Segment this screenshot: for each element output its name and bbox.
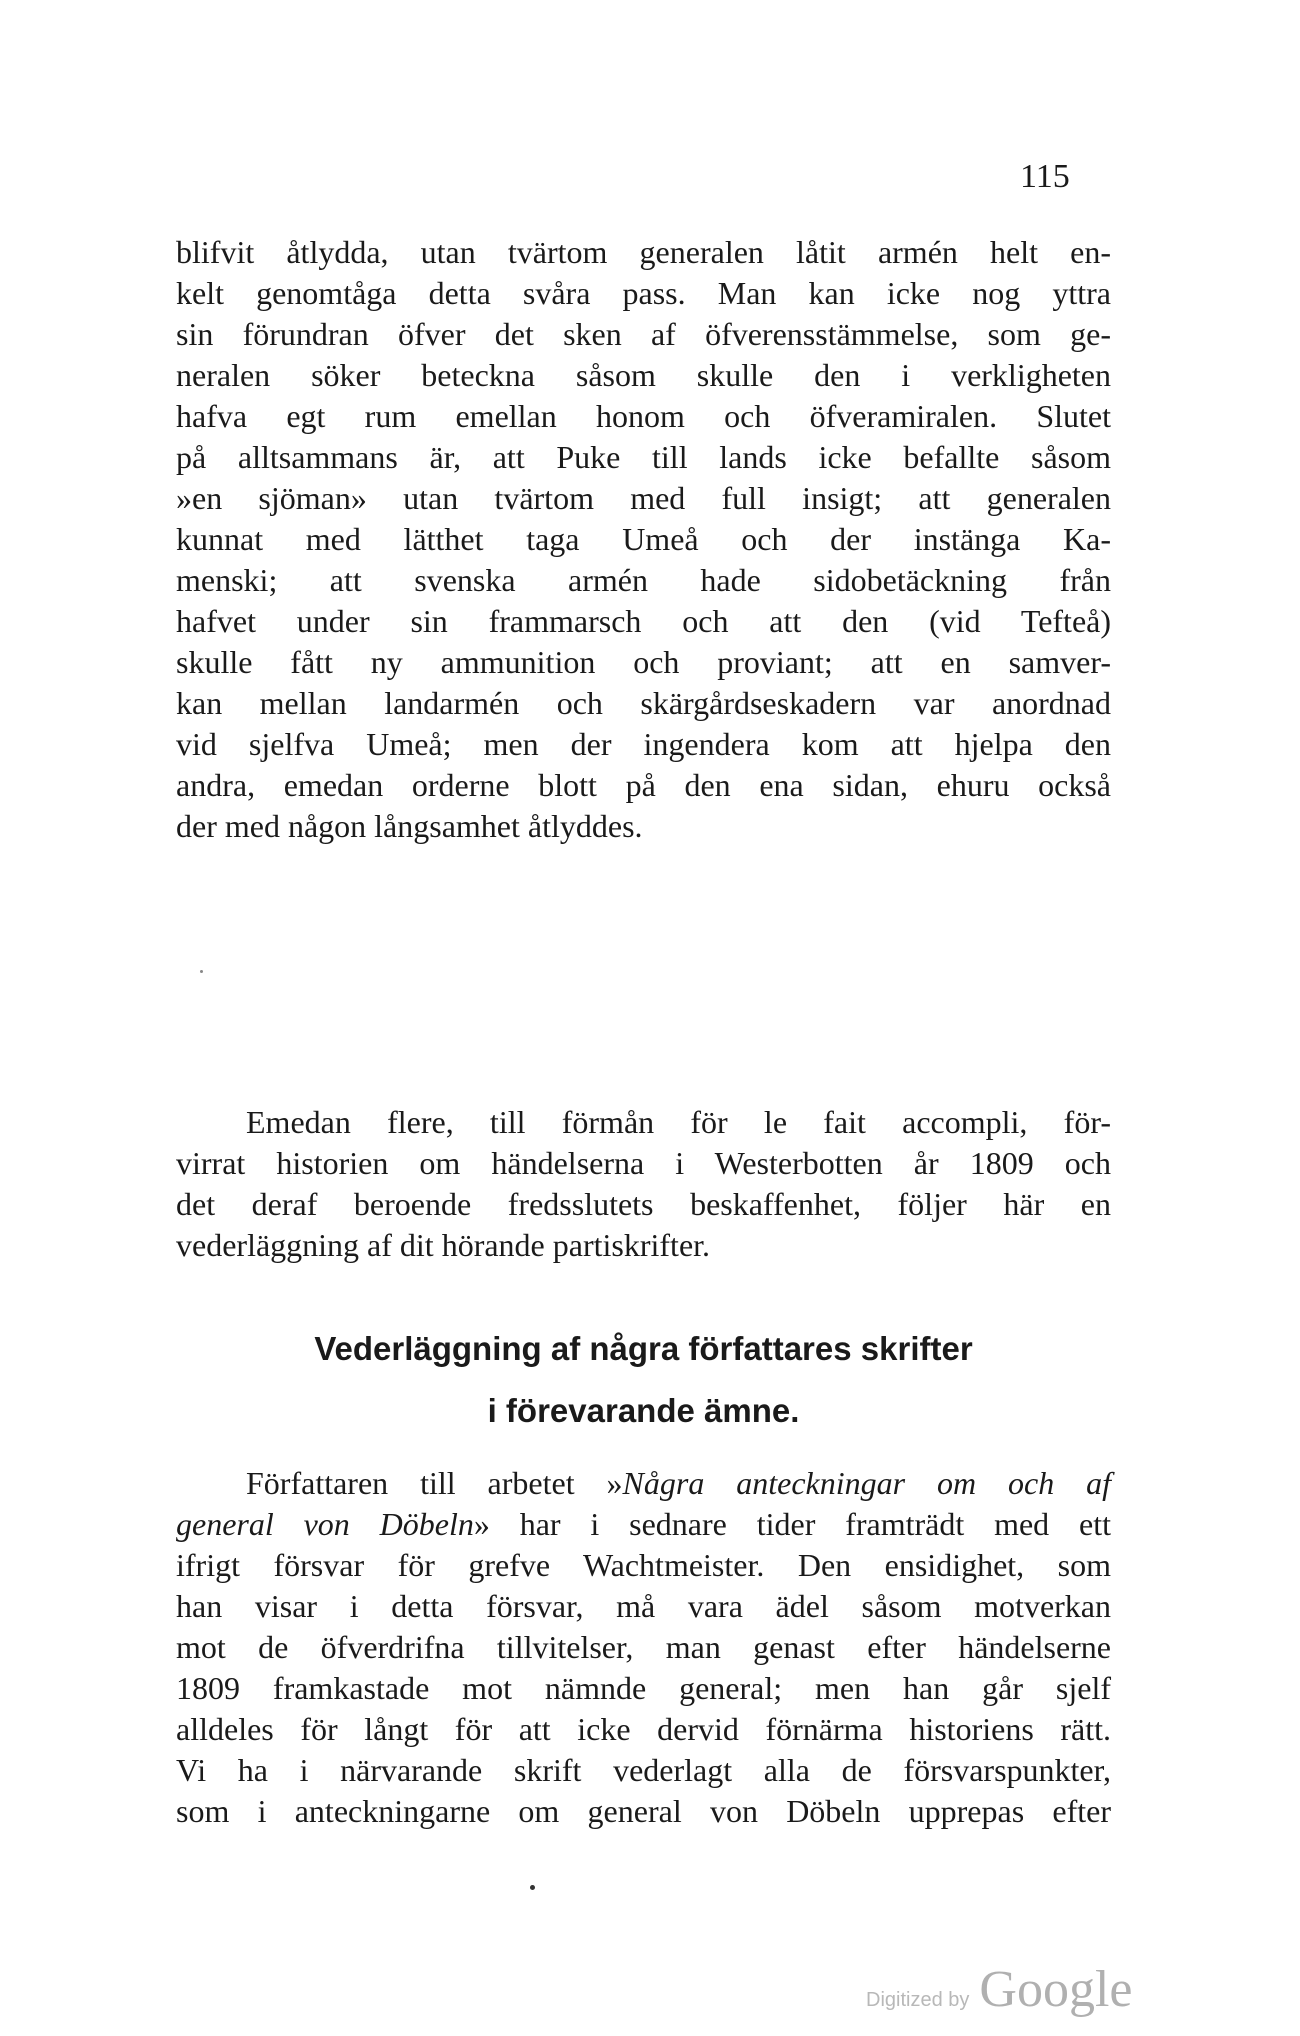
text-line: menski; att svenska armén hade sidobetäckning från — [176, 562, 1111, 598]
ink-speck — [200, 970, 203, 973]
watermark-small-text: Digitized by — [866, 1989, 970, 2011]
text-line: sin förundran öfver det sken af öfverensstämmelse, som ge- — [176, 316, 1111, 352]
text-line: Emedan flere, till förmån för le fait accompli, för- — [246, 1104, 1111, 1140]
text-line: neralen söker beteckna såsom skulle den i verkligheten — [176, 357, 1111, 393]
text-line: 1809 framkastade mot nämnde general; men han går sjelf — [176, 1670, 1111, 1706]
text-line: han visar i detta försvar, må vara ädel såsom motverkan — [176, 1588, 1111, 1624]
text-line: kelt genomtåga detta svåra pass. Man kan icke nog yttra — [176, 275, 1111, 311]
text-line — [176, 1504, 1111, 1545]
text-line: kan mellan landarmén och skärgårdseskadern var anordnad — [176, 685, 1111, 721]
text-line: ifrigt försvar för grefve Wachtmeister. Den ensidighet, som — [176, 1547, 1111, 1583]
heading-line: i förevarande ämne. — [487, 1392, 800, 1429]
text-segment: » har i sednare tider framträdt med ett — [473, 1506, 1112, 1542]
text-line: skulle fått ny ammunition och proviant; att en samver- — [176, 644, 1111, 680]
book-title-segment: Några anteckningar om och af — [622, 1465, 1112, 1501]
paragraph-intro — [176, 1102, 1111, 1266]
text-line: hafva egt rum emellan honom och öfveramiralen. Slutet — [176, 398, 1111, 434]
ink-speck — [530, 1885, 535, 1890]
text-line: det deraf beroende fredsslutets beskaffenhet, följer här en — [176, 1186, 1111, 1222]
text-line: »en sjöman» utan tvärtom med full insigt; att generalen — [176, 480, 1111, 516]
section-heading — [176, 1318, 1111, 1442]
text-segment: Författaren till arbetet » — [246, 1465, 623, 1501]
text-line: hafvet under sin frammarsch och att den (vid Tefteå) — [176, 603, 1111, 639]
digitized-watermark — [866, 1960, 1132, 2019]
text-line: vid sjelfva Umeå; men der ingendera kom att hjelpa den — [176, 726, 1111, 762]
text-line: vederläggning af dit hörande partiskrifter. — [176, 1227, 711, 1263]
text-line: som i anteckningarne om general von Döbeln upprepas efter — [176, 1793, 1111, 1829]
text-line: alldeles för långt för att icke dervid förnärma historiens rätt. — [176, 1711, 1111, 1747]
text-line: der med någon långsamhet åtlyddes. — [176, 808, 643, 844]
paragraph-continuation — [176, 232, 1111, 847]
heading-line: Vederläggning af några författares skrifter — [314, 1330, 973, 1367]
text-line: Vi ha i närvarande skrift vederlagt alla de försvarspunkter, — [176, 1752, 1111, 1788]
book-title-segment: general von Döbeln — [176, 1506, 474, 1542]
text-line — [176, 1463, 1111, 1504]
paragraph-rebuttal — [176, 1463, 1111, 1832]
text-line: mot de öfverdrifna tillvitelser, man genast efter händelserne — [176, 1629, 1111, 1665]
page-number: 115 — [1020, 158, 1070, 195]
text-line: blifvit åtlydda, utan tvärtom generalen låtit armén helt en- — [176, 234, 1111, 270]
text-line: kunnat med lätthet taga Umeå och der instänga Ka- — [176, 521, 1111, 557]
google-logo: Google — [979, 1961, 1133, 2018]
text-line: andra, emedan orderne blott på den ena sidan, ehuru också — [176, 767, 1111, 803]
text-line: virrat historien om händelserna i Westerbotten år 1809 och — [176, 1145, 1111, 1181]
text-line: på alltsammans är, att Puke till lands icke befallte såsom — [176, 439, 1111, 475]
